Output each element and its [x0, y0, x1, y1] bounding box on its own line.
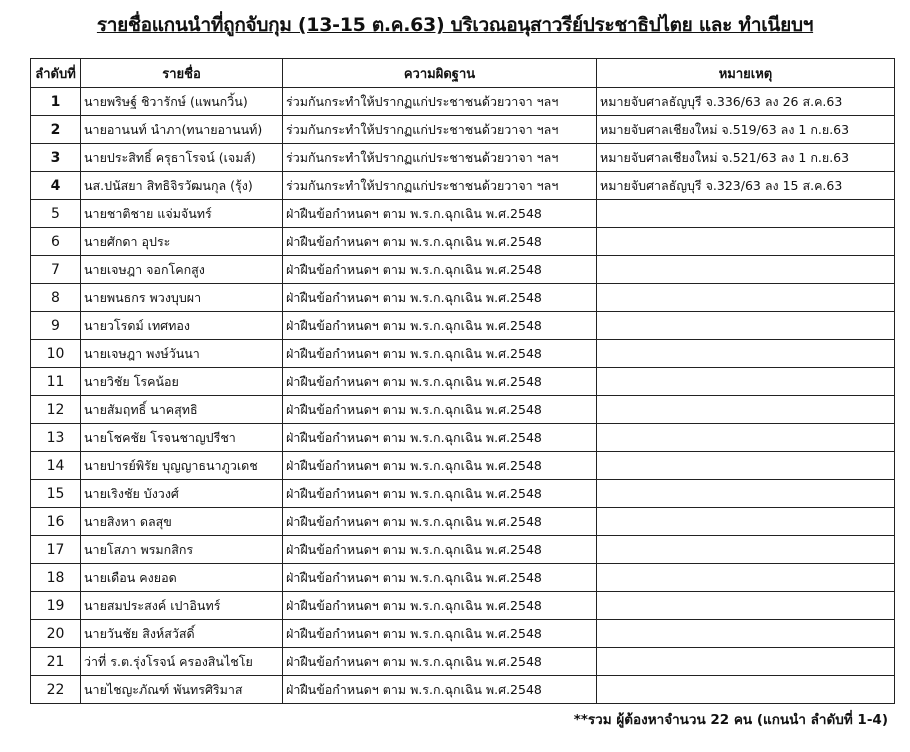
- cell-number: 6: [31, 228, 81, 256]
- cell-offense: ฝ่าฝืนข้อกำหนดฯ ตาม พ.ร.ก.ฉุกเฉิน พ.ศ.2548: [283, 452, 597, 480]
- cell-note: [597, 648, 895, 676]
- cell-offense: ร่วมกันกระทำให้ปรากฏแก่ประชาชนด้วยวาจา ฯลฯ: [283, 144, 597, 172]
- cell-offense: ร่วมกันกระทำให้ปรากฏแก่ประชาชนด้วยวาจา ฯลฯ: [283, 88, 597, 116]
- cell-note: [597, 676, 895, 704]
- cell-number: 9: [31, 312, 81, 340]
- cell-number: 13: [31, 424, 81, 452]
- cell-name: ว่าที่ ร.ต.รุ่งโรจน์ ครองสินไชโย: [81, 648, 283, 676]
- cell-offense: ฝ่าฝืนข้อกำหนดฯ ตาม พ.ร.ก.ฉุกเฉิน พ.ศ.2548: [283, 564, 597, 592]
- cell-number: 19: [31, 592, 81, 620]
- cell-number: 11: [31, 368, 81, 396]
- cell-number: 16: [31, 508, 81, 536]
- table-row: [31, 648, 895, 676]
- cell-note: หมายจับศาลธัญบุรี จ.336/63 ลง 26 ส.ค.63: [597, 88, 895, 116]
- table-row: [31, 200, 895, 228]
- cell-number: 5: [31, 200, 81, 228]
- cell-offense: ฝ่าฝืนข้อกำหนดฯ ตาม พ.ร.ก.ฉุกเฉิน พ.ศ.2548: [283, 312, 597, 340]
- cell-offense: ฝ่าฝืนข้อกำหนดฯ ตาม พ.ร.ก.ฉุกเฉิน พ.ศ.2548: [283, 536, 597, 564]
- cell-name: นายพริษฐ์ ชิวารักษ์ (แพนกวิ้น): [81, 88, 283, 116]
- cell-name: นายชาติชาย แจ่มจันทร์: [81, 200, 283, 228]
- cell-name: นายพนธกร พวงบุบผา: [81, 284, 283, 312]
- cell-offense: ฝ่าฝืนข้อกำหนดฯ ตาม พ.ร.ก.ฉุกเฉิน พ.ศ.2548: [283, 424, 597, 452]
- arrest-table: [30, 58, 895, 704]
- header-name: รายชื่อ: [81, 59, 283, 88]
- cell-note: [597, 592, 895, 620]
- table-row: [31, 284, 895, 312]
- cell-number: 17: [31, 536, 81, 564]
- document-title: รายชื่อแกนนำที่ถูกจับกุม (13-15 ต.ค.63) บริเวณอนุสาวรีย์ประชาธิปไตย และ ทำเนียบฯ: [96, 14, 814, 36]
- cell-number: 3: [31, 144, 81, 172]
- table-row: [31, 88, 895, 116]
- table-row: [31, 564, 895, 592]
- cell-name: นายสัมฤทธิ์ นาคสุทธิ: [81, 396, 283, 424]
- cell-note: [597, 620, 895, 648]
- table-row: [31, 424, 895, 452]
- cell-number: 8: [31, 284, 81, 312]
- cell-number: 4: [31, 172, 81, 200]
- cell-number: 15: [31, 480, 81, 508]
- cell-number: 22: [31, 676, 81, 704]
- cell-offense: ฝ่าฝืนข้อกำหนดฯ ตาม พ.ร.ก.ฉุกเฉิน พ.ศ.2548: [283, 676, 597, 704]
- cell-note: [597, 424, 895, 452]
- cell-offense: ร่วมกันกระทำให้ปรากฏแก่ประชาชนด้วยวาจา ฯลฯ: [283, 116, 597, 144]
- cell-name: นายสิงหา ดลสุข: [81, 508, 283, 536]
- cell-name: นายเจษฎา จอกโคกสูง: [81, 256, 283, 284]
- cell-number: 12: [31, 396, 81, 424]
- cell-name: นายเจษฎา พงษ์วันนา: [81, 340, 283, 368]
- cell-number: 18: [31, 564, 81, 592]
- table-row: [31, 396, 895, 424]
- cell-name: นายวิชัย โรคน้อย: [81, 368, 283, 396]
- cell-note: [597, 396, 895, 424]
- table-row: [31, 620, 895, 648]
- table-row: [31, 592, 895, 620]
- cell-name: นายศักดา อุประ: [81, 228, 283, 256]
- cell-name: นายปารย์พิรัย บุญญาธนาภูวเดช: [81, 452, 283, 480]
- table-row: [31, 172, 895, 200]
- cell-note: [597, 508, 895, 536]
- cell-name: นายวันชัย สิงห์สวัสดิ์: [81, 620, 283, 648]
- cell-note: [597, 368, 895, 396]
- cell-number: 7: [31, 256, 81, 284]
- cell-name: นายอานนท์ นำภา(ทนายอานนท์): [81, 116, 283, 144]
- cell-number: 20: [31, 620, 81, 648]
- cell-offense: ฝ่าฝืนข้อกำหนดฯ ตาม พ.ร.ก.ฉุกเฉิน พ.ศ.2548: [283, 508, 597, 536]
- cell-number: 21: [31, 648, 81, 676]
- table-row: [31, 508, 895, 536]
- cell-name: นส.ปนัสยา สิทธิจิรวัฒนกุล (รุ้ง): [81, 172, 283, 200]
- table-row: [31, 340, 895, 368]
- cell-note: [597, 564, 895, 592]
- table-row: [31, 256, 895, 284]
- cell-number: 14: [31, 452, 81, 480]
- table-row: [31, 368, 895, 396]
- cell-name: นายไชญะภัณฑ์ พันทรศิริมาส: [81, 676, 283, 704]
- cell-note: [597, 312, 895, 340]
- cell-number: 1: [31, 88, 81, 116]
- cell-number: 2: [31, 116, 81, 144]
- table-row: [31, 676, 895, 704]
- cell-note: [597, 452, 895, 480]
- header-number: ลำดับที่: [31, 59, 81, 88]
- table-row: [31, 228, 895, 256]
- cell-name: นายประสิทธิ์ ครุธาโรจน์ (เจมส์): [81, 144, 283, 172]
- cell-offense: ฝ่าฝืนข้อกำหนดฯ ตาม พ.ร.ก.ฉุกเฉิน พ.ศ.2548: [283, 648, 597, 676]
- cell-offense: ร่วมกันกระทำให้ปรากฏแก่ประชาชนด้วยวาจา ฯลฯ: [283, 172, 597, 200]
- cell-offense: ฝ่าฝืนข้อกำหนดฯ ตาม พ.ร.ก.ฉุกเฉิน พ.ศ.2548: [283, 284, 597, 312]
- cell-offense: ฝ่าฝืนข้อกำหนดฯ ตาม พ.ร.ก.ฉุกเฉิน พ.ศ.2548: [283, 480, 597, 508]
- cell-note: หมายจับศาลเชียงใหม่ จ.519/63 ลง 1 ก.ย.63: [597, 116, 895, 144]
- cell-note: หมายจับศาลเชียงใหม่ จ.521/63 ลง 1 ก.ย.63: [597, 144, 895, 172]
- cell-note: [597, 536, 895, 564]
- cell-note: [597, 256, 895, 284]
- cell-note: [597, 284, 895, 312]
- table-row: [31, 536, 895, 564]
- cell-name: นายวโรดม์ เทศทอง: [81, 312, 283, 340]
- cell-name: นายสมประสงค์ เปาอินทร์: [81, 592, 283, 620]
- cell-offense: ฝ่าฝืนข้อกำหนดฯ ตาม พ.ร.ก.ฉุกเฉิน พ.ศ.2548: [283, 200, 597, 228]
- cell-name: นายโสภา พรมกสิกร: [81, 536, 283, 564]
- table-row: [31, 312, 895, 340]
- cell-number: 10: [31, 340, 81, 368]
- cell-name: นายเดือน คงยอด: [81, 564, 283, 592]
- cell-offense: ฝ่าฝืนข้อกำหนดฯ ตาม พ.ร.ก.ฉุกเฉิน พ.ศ.2548: [283, 340, 597, 368]
- cell-offense: ฝ่าฝืนข้อกำหนดฯ ตาม พ.ร.ก.ฉุกเฉิน พ.ศ.2548: [283, 228, 597, 256]
- table-header-row: [31, 59, 895, 88]
- cell-offense: ฝ่าฝืนข้อกำหนดฯ ตาม พ.ร.ก.ฉุกเฉิน พ.ศ.2548: [283, 592, 597, 620]
- table-row: [31, 480, 895, 508]
- cell-note: [597, 200, 895, 228]
- cell-offense: ฝ่าฝืนข้อกำหนดฯ ตาม พ.ร.ก.ฉุกเฉิน พ.ศ.2548: [283, 396, 597, 424]
- table-row: [31, 452, 895, 480]
- table-row: [31, 144, 895, 172]
- table-row: [31, 116, 895, 144]
- cell-offense: ฝ่าฝืนข้อกำหนดฯ ตาม พ.ร.ก.ฉุกเฉิน พ.ศ.2548: [283, 256, 597, 284]
- header-offense: ความผิดฐาน: [283, 59, 597, 88]
- table-body: [31, 88, 895, 704]
- cell-offense: ฝ่าฝืนข้อกำหนดฯ ตาม พ.ร.ก.ฉุกเฉิน พ.ศ.2548: [283, 368, 597, 396]
- cell-note: [597, 480, 895, 508]
- cell-name: นายโชคชัย โรจนชาญปรีชา: [81, 424, 283, 452]
- header-note: หมายเหตุ: [597, 59, 895, 88]
- cell-note: [597, 228, 895, 256]
- cell-note: [597, 340, 895, 368]
- cell-offense: ฝ่าฝืนข้อกำหนดฯ ตาม พ.ร.ก.ฉุกเฉิน พ.ศ.2548: [283, 620, 597, 648]
- cell-note: หมายจับศาลธัญบุรี จ.323/63 ลง 15 ส.ค.63: [597, 172, 895, 200]
- cell-name: นายเริงชัย บังวงศ์: [81, 480, 283, 508]
- summary-note: **รวม ผู้ต้องหาจำนวน 22 คน (แกนนำ ลำดับที่ 1-4): [573, 712, 888, 728]
